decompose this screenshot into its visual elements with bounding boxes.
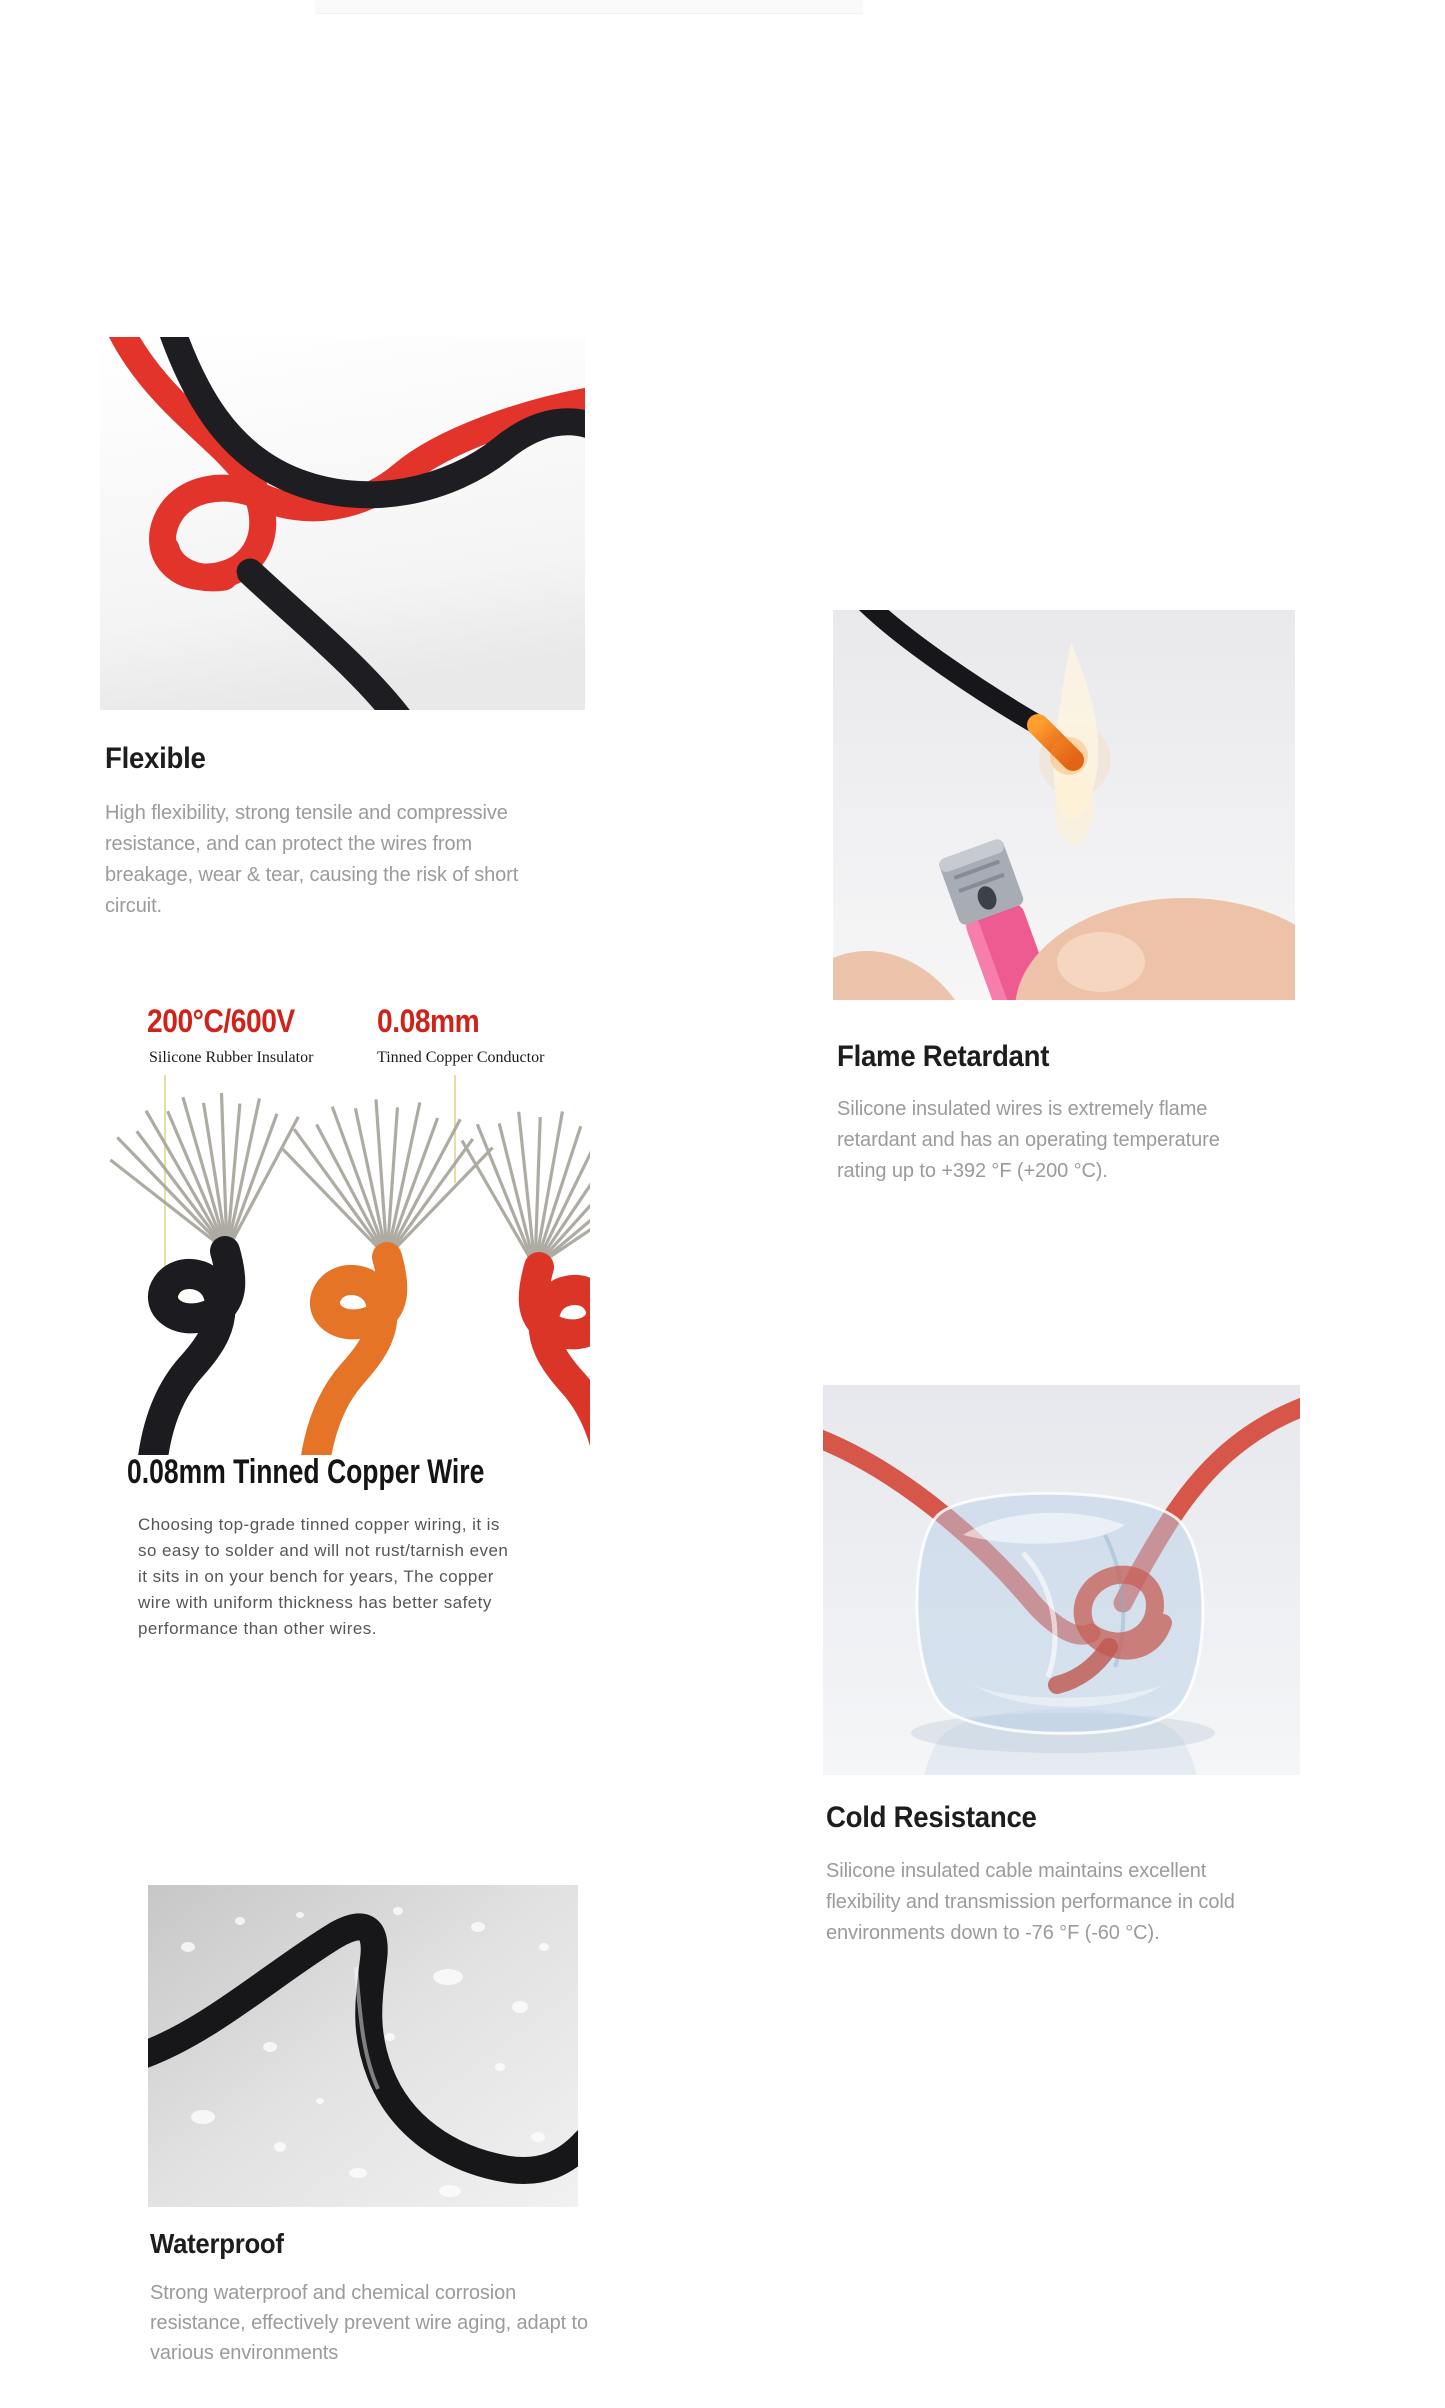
waterproof-photo (148, 1885, 578, 2207)
body-line: Choosing top-grade tinned copper wiring, it is (138, 1515, 500, 1534)
body-line: circuit. (105, 895, 162, 917)
tinned-copper-strands-illustration (75, 1075, 590, 1455)
body-line: Silicone insulated cable maintains excellent (826, 1860, 1207, 1882)
waterproof-title: Waterproof (150, 2228, 284, 2259)
top-content-seam (315, 0, 863, 14)
body-line: so easy to solder and will not rust/tarnish even (138, 1541, 509, 1560)
body-line: it sits in on your bench for years, The copper (138, 1567, 494, 1586)
body-line: Silicone insulated wires is extremely flame (837, 1098, 1208, 1120)
flame-retardant-title: Flame Retardant (837, 1040, 1050, 1073)
flexible-body (105, 798, 518, 922)
body-line: various environments (150, 2342, 339, 2364)
body-line: breakage, wear & tear, causing the risk of short (105, 864, 519, 886)
cold-resistance-body (826, 1856, 1235, 1949)
wet-wire-illustration (148, 1885, 578, 2207)
callout-conductor-size-value: 0.08mm (377, 1003, 480, 1039)
copper-wire-title: 0.08mm Tinned Copper Wire (127, 1453, 485, 1491)
body-line: wire with uniform thickness has better safety (138, 1593, 492, 1612)
wire-knot-illustration (100, 337, 585, 710)
callout-temperature-voltage-value: 200°C/600V (147, 1003, 295, 1039)
cold-resistance-title: Cold Resistance (826, 1801, 1037, 1834)
flexible-title: Flexible (105, 742, 206, 775)
waterproof-body (150, 2278, 588, 2368)
body-line: flexibility and transmission performance in cold (826, 1891, 1235, 1913)
callout-insulator-label: Silicone Rubber Insulator (149, 1049, 314, 1066)
body-line: performance than other wires. (138, 1619, 377, 1638)
body-line: environments down to -76 °F (-60 °C). (826, 1922, 1160, 1944)
flame-retardant-body (837, 1094, 1220, 1187)
cold-resistance-photo (823, 1385, 1300, 1775)
ice-cube-illustration (823, 1385, 1300, 1775)
body-line: resistance, effectively prevent wire aging, adapt to (150, 2312, 589, 2334)
flame-retardant-photo (833, 610, 1295, 1000)
body-line: Strong waterproof and chemical corrosion (150, 2282, 517, 2304)
body-line: resistance, and can protect the wires from (105, 833, 473, 855)
flame-test-illustration (833, 610, 1295, 1000)
copper-wire-photo (75, 1075, 590, 1455)
copper-wire-body (138, 1512, 508, 1642)
body-line: High flexibility, strong tensile and compressive (105, 802, 508, 824)
callout-conductor-label: Tinned Copper Conductor (377, 1049, 545, 1066)
body-line: retardant and has an operating temperature (837, 1129, 1220, 1151)
flexible-photo (100, 337, 585, 710)
body-line: rating up to +392 °F (+200 °C). (837, 1160, 1108, 1182)
